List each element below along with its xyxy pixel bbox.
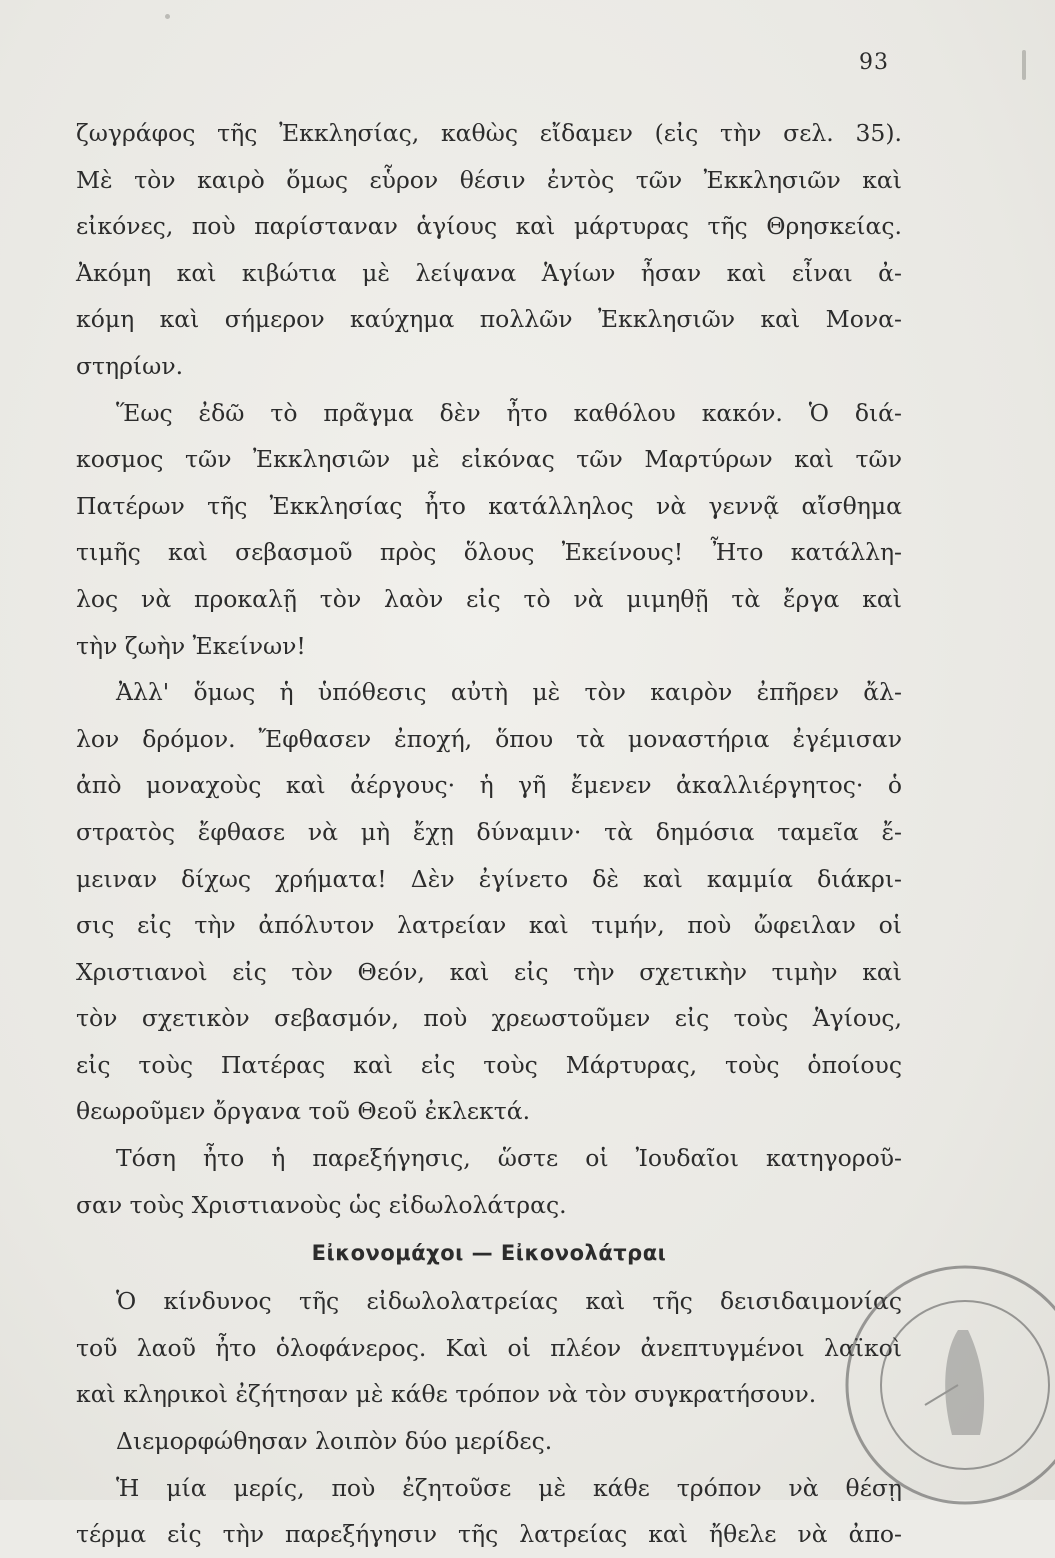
text-line: τέρμα εἰς τὴν παρεξήγησιν τῆς λατρείας καὶ ἤθελε νὰ ἀπο- — [76, 1520, 902, 1549]
text-line: Μὲ τὸν καιρὸ ὅμως εὗρον θέσιν ἐντὸς τῶν Ἐκκλησιῶν καὶ — [76, 165, 902, 194]
text-line: Τόση ἦτο ἡ παρεξήγησις, ὥστε οἱ Ἰουδαῖοι κατηγοροῦ- — [116, 1144, 902, 1173]
text-line: Ἡ μία μερίς, ποὺ ἐζητοῦσε μὲ κάθε τρόπον νὰ θέσῃ — [116, 1473, 902, 1502]
text-line: ζωγράφος τῆς Ἐκκλησίας, καθὼς εἴδαμεν (εἰς τὴν σελ. 35). — [76, 119, 902, 147]
dust-streak — [1022, 50, 1026, 80]
text-line: Ὁ κίνδυνος τῆς εἰδωλολατρείας καὶ τῆς δεισιδαιμονίας — [116, 1287, 902, 1316]
text-line: στηρίων. — [76, 351, 184, 380]
text-line: ἀπὸ μοναχοὺς καὶ ἀέργους· ἡ γῆ ἔμενεν ἀκαλλιέργητος· ὁ — [76, 771, 902, 800]
text-line: τοῦ λαοῦ ἦτο ὁλοφάνερος. Καὶ οἱ πλέον ἀνεπτυγμένοι λαϊκοὶ — [76, 1333, 902, 1362]
text-line: εἰκόνες, ποὺ παρίσταναν ἁγίους καὶ μάρτυρας τῆς Θρησκείας. — [76, 212, 902, 241]
library-stamp-seal — [840, 1260, 1055, 1510]
text-line: τὴν ζωὴν Ἐκείνων! — [76, 631, 306, 660]
text-line: κόμη καὶ σήμερον καύχημα πολλῶν Ἐκκλησιῶν καὶ Μονα- — [76, 305, 902, 334]
text-line: σις εἰς τὴν ἀπόλυτον λατρείαν καὶ τιμήν, ποὺ ὤφειλαν οἱ — [76, 911, 902, 940]
text-line: Πατέρων τῆς Ἐκκλησίας ἦτο κατάλληλος νὰ γεννᾷ αἴσθημα — [76, 491, 902, 520]
text-line: θεωροῦμεν ὄργανα τοῦ Θεοῦ ἐκλεκτά. — [76, 1097, 531, 1126]
text-line: λος νὰ προκαλῇ τὸν λαὸν εἰς τὸ νὰ μιμηθῇ τὰ ἔργα καὶ — [76, 584, 902, 613]
text-line: Ἀλλ' ὅμως ἡ ὑπόθεσις αὐτὴ μὲ τὸν καιρὸν ἐπῆρεν ἄλ- — [116, 678, 902, 707]
section-heading: Εἰκονομάχοι — Εἰκονολάτραι — [311, 1241, 667, 1266]
text-line: κοσμος τῶν Ἐκκλησιῶν μὲ εἰκόνας τῶν Μαρτύρων καὶ τῶν — [76, 445, 902, 474]
text-line: λον δρόμον. Ἔφθασεν ἐποχή, ὅπου τὰ μοναστήρια ἐγέμισαν — [76, 724, 902, 753]
text-line: Ἕως ἐδῶ τὸ πρᾶγμα δὲν ἦτο καθόλου κακόν. Ὁ διά- — [116, 398, 902, 427]
text-line: στρατὸς ἔφθασε νὰ μὴ ἔχῃ δύναμιν· τὰ δημόσια ταμεῖα ἔ- — [76, 817, 902, 846]
text-line: μειναν δίχως χρήματα! Δὲν ἐγίνετο δὲ καὶ καμμία διάκρι- — [76, 864, 902, 893]
text-line: Χριστιανοὶ εἰς τὸν Θεόν, καὶ εἰς τὴν σχετικὴν τιμὴν καὶ — [76, 957, 902, 986]
text-line: σαν τοὺς Χριστιανοὺς ὡς εἰδωλολάτρας. — [76, 1190, 567, 1219]
text-line: Ἀκόμη καὶ κιβώτια μὲ λείψανα Ἁγίων ἦσαν καὶ εἶναι ἀ- — [76, 258, 902, 287]
text-line: εἰς τοὺς Πατέρας καὶ εἰς τοὺς Μάρτυρας, τοὺς ὁποίους — [76, 1050, 902, 1079]
text-line: Διεμορφώθησαν λοιπὸν δύο μερίδες. — [116, 1427, 553, 1456]
text-line: τὸν σχετικὸν σεβασμόν, ποὺ χρεωστοῦμεν εἰς τοὺς Ἁγίους, — [76, 1004, 902, 1033]
text-line: τιμῆς καὶ σεβασμοῦ πρὸς ὅλους Ἐκείνους! Ἦτο κατάλλη- — [76, 538, 902, 567]
dust-speck — [165, 14, 170, 19]
text-line: καὶ κληρικοὶ ἐζήτησαν μὲ κάθε τρόπον νὰ τὸν συγκρατήσουν. — [76, 1380, 817, 1409]
page-number: 93 — [859, 50, 889, 75]
body-text — [76, 110, 902, 1558]
